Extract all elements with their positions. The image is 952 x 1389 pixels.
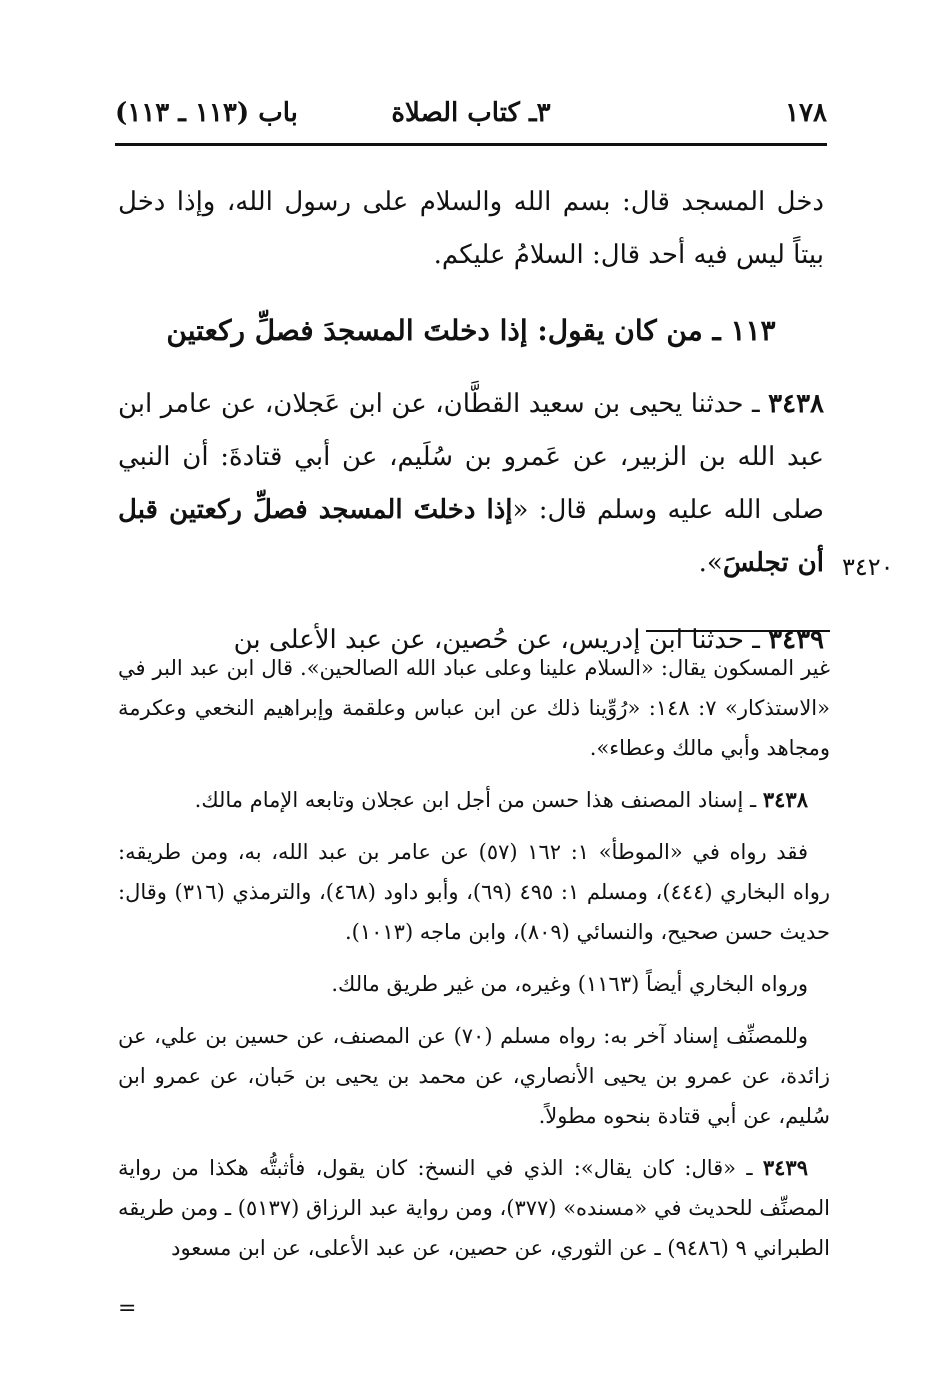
running-header — [115, 92, 827, 136]
footnote-continued: غير المسكون يقال: «السلام علينا وعلى عباد الله الصالحين». قال ابن عبد البر في «الاستذكار» ٧: ١٤٨: «رُوِّينا ذلك عن ابن عباس وعلقمة وإبراهيم النخعي وعكرمة ومجاهد وأبي مالك وعطاء». — [118, 656, 830, 760]
hadith-text: ـ حدثنا ابن إدريس، عن حُصين، عن عبد الأعلى بن — [233, 625, 769, 655]
footnote-text: ـ إسناد المصنف هذا حسن من أجل ابن عجلان وتابعه الإمام مالك. — [194, 788, 763, 812]
footnote-number: ٣٤٣٨ — [762, 787, 808, 812]
footnote-paragraph: وللمصنِّف إسناد آخر به: رواه مسلم (٧٠) عن المصنف، عن حسين بن علي، عن زائدة، عن عمرو بن يحيى الأنصاري، عن محمد بن يحيى بن حَبان، عن عمرو ابن سُليم، عن أبي قتادة بنحوه مطولاً. — [118, 1024, 830, 1128]
footnote-number: ٣٤٣٩ — [762, 1155, 808, 1180]
footnote-paragraph: فقد رواه في «الموطأ» ١: ١٦٢ (٥٧) عن عامر بن عبد الله، به، ومن طريقه: رواه البخاري (٤٤٤)، ومسلم ١: ٤٩٥ (٦٩)، وأبو داود (٤٦٨)، والترمذي (٣١٦) وقال: حديث حسن صحيح، والنسائي (٨٠٩)، وابن ماجه (١٠١٣). — [118, 840, 830, 944]
chapter-heading: ١١٣ ـ من كان يقول: إذا دخلتَ المسجدَ فصلِّ ركعتين — [166, 314, 776, 347]
hadith-text: ـ حدثنا يحيى بن سعيد القطَّان، عن ابن عَجلان، عن عامر ابن عبد الله بن الزبير، عن عَمرو بن سُلَيم، عن أبي قتادةَ: أن النبي صلى الله عليه وسلم قال: « — [118, 389, 824, 525]
footnote-paragraph: ورواه البخاري أيضاً (١١٦٣) وغيره، من غير طريق مالك. — [331, 972, 808, 996]
footnote-rule — [646, 630, 830, 632]
hadith-number: ٣٤٣٩ — [768, 625, 824, 655]
continuation-mark: = — [118, 1296, 137, 1321]
footnotes — [118, 648, 830, 1280]
hadith-end: ». — [698, 548, 723, 578]
margin-number: ٣٤٢٠ — [842, 553, 894, 581]
intro-paragraph: دخل المسجد قال: بسم الله والسلام على رسول الله، وإذا دخل بيتاً ليس فيه أحد قال: السلامُ عليكم. — [118, 187, 824, 270]
main-text — [118, 176, 824, 667]
hadith-quote: إذا دخلتَ المسجد فصلِّ ركعتين قبل أن تجلسَ — [118, 495, 824, 578]
header-rule — [115, 143, 827, 146]
footnote-text: ـ «قال: كان يقال»: الذي في النسخ: كان يقول، فأثبتُّه هكذا من رواية المصنِّف للحديث في «مسنده» (٣٧٧)، ومن رواية عبد الرزاق (٥١٣٧) ـ ومن طريقه الطبراني ٩ (٩٤٨٦) ـ عن الثوري، عن حصين، عن عبد الأعلى، عن ابن مسعود — [118, 1156, 831, 1260]
page-number: ١٧٨ — [785, 98, 827, 128]
footnote-3439 — [118, 1148, 830, 1268]
chapter-range: باب (١١٣ ـ ١١٣) — [115, 98, 298, 128]
footnote-3438 — [118, 780, 830, 820]
hadith-number: ٣٤٣٨ — [768, 389, 824, 419]
book-title: ٣ـ كتاب الصلاة — [391, 98, 551, 128]
hadith-3438 — [118, 378, 824, 590]
